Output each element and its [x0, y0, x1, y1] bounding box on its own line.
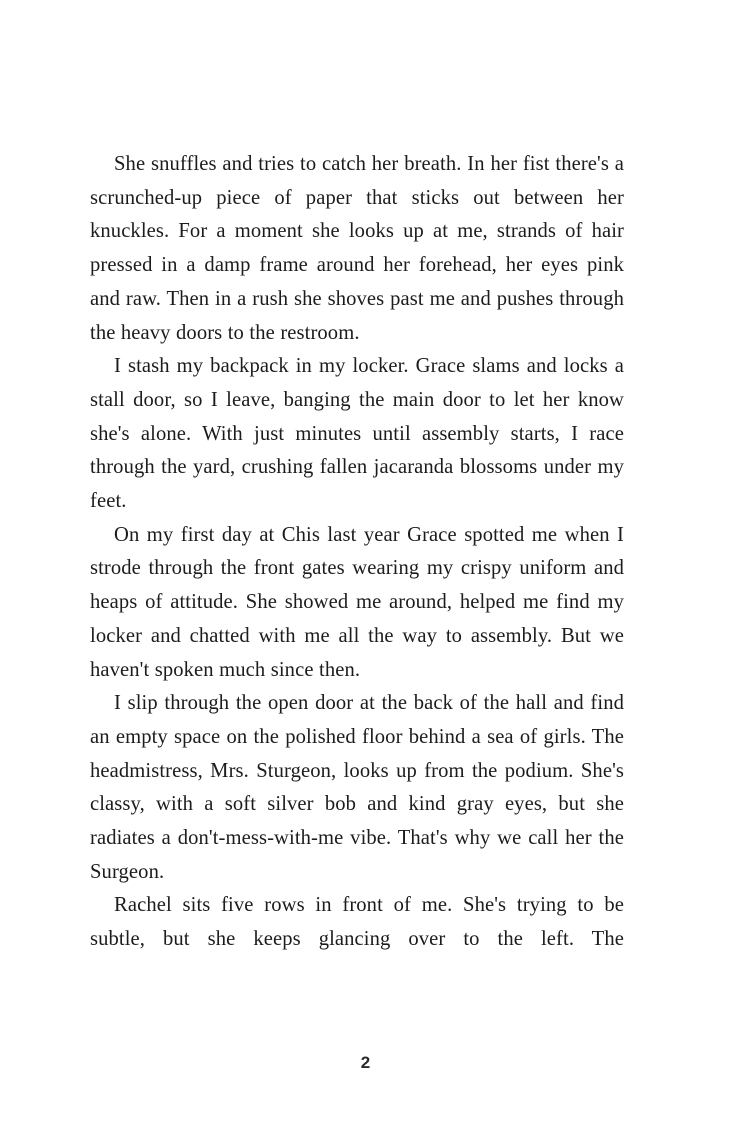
body-paragraph-3: On my first day at Chis last year Grace spotted me when I strode through the front gates wearing my crispy uniform and heaps of attitude. She showed me around, helped me find my locker and chatted with me all the way to assembly. But we haven't spoken much since then.	[90, 523, 624, 681]
body-paragraph-1: She snuffles and tries to catch her breath. In her fist there's a scrunched-up piece of paper that sticks out between her knuckles. For a moment she looks up at me, strands of hair pressed in a damp frame around her forehead, her eyes pink and raw. Then in a rush she shoves past me and pushes through the heavy doors to the restroom.	[90, 153, 624, 344]
page-number: 2	[360, 1053, 371, 1072]
body-paragraph-5: Rachel sits five rows in front of me. She's trying to be subtle, but she keeps glancing over to the left. The	[90, 894, 624, 951]
body-paragraph-2: I stash my backpack in my locker. Grace slams and locks a stall door, so I leave, banging the main door to let her know she's alone. With just minutes until assembly starts, I race through the yard, crushing fallen jacaranda blossoms under my feet.	[90, 355, 624, 513]
body-paragraph-4: I slip through the open door at the back of the hall and find an empty space on the polished floor behind a sea of girls. The headmistress, Mrs. Sturgeon, looks up from the podium. She's classy, with a soft silver bob and kind gray eyes, but she radiates a don't-mess-with-me vibe. That's why we call her the Surgeon.	[90, 692, 624, 883]
page-text-block	[90, 148, 624, 957]
